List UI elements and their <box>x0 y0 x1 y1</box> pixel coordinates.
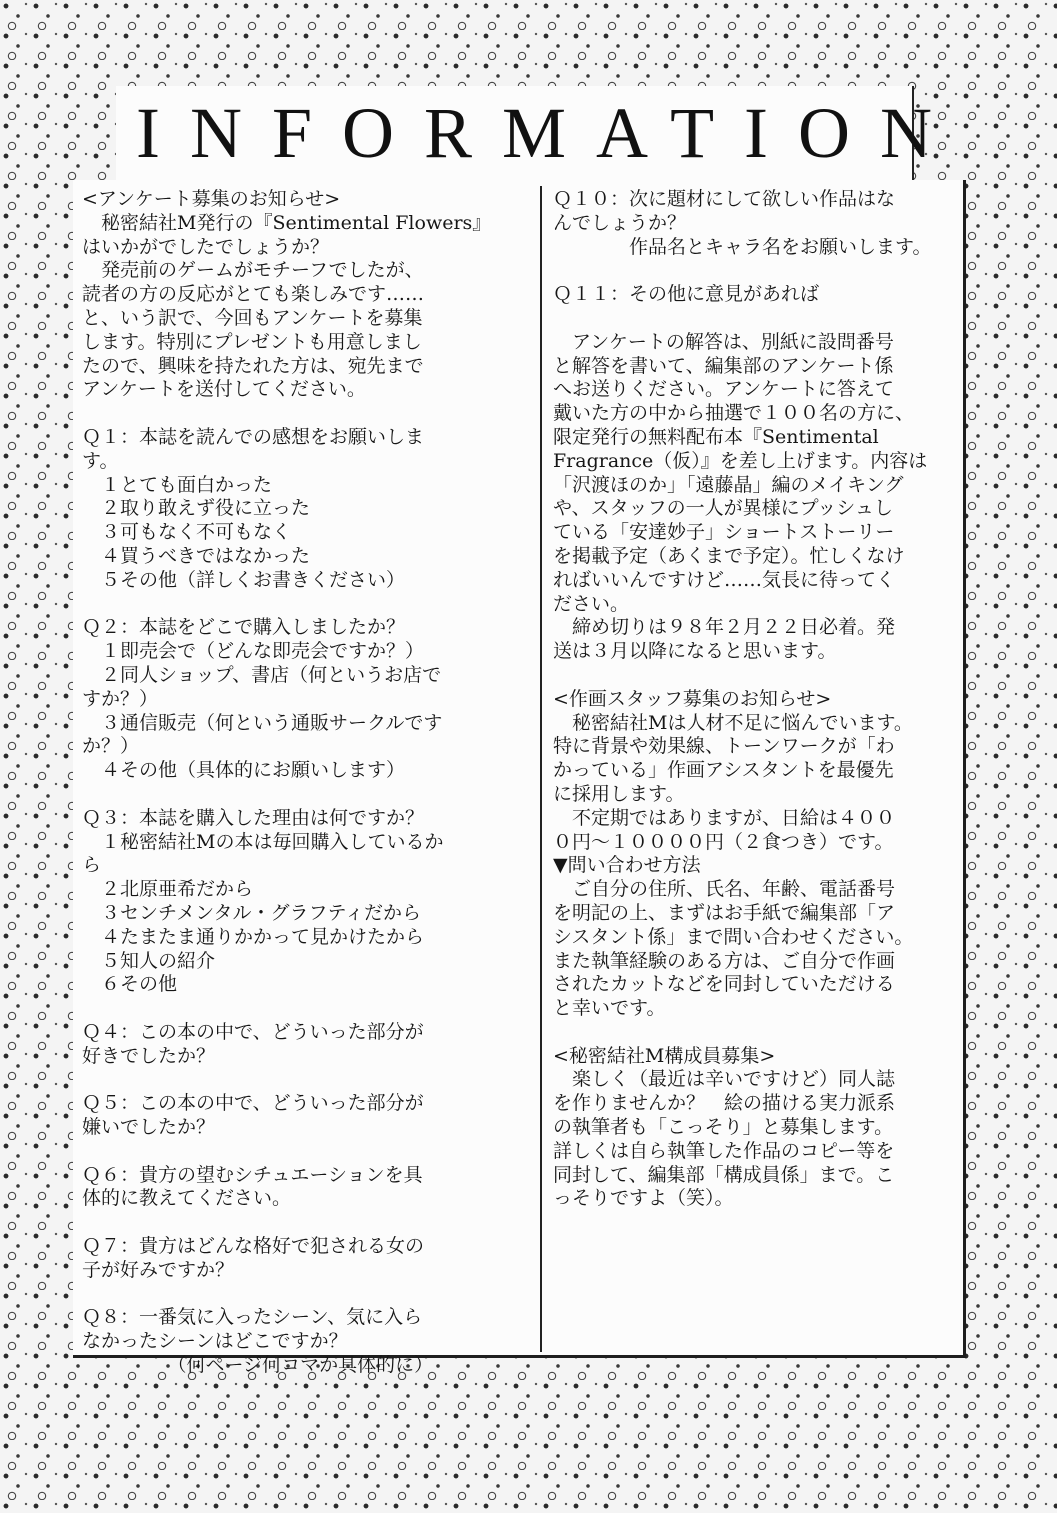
text-line: ４たまたま通りかかって見かけたから <box>82 925 425 948</box>
right-column <box>553 188 959 1211</box>
blank-line <box>553 259 959 283</box>
left-column <box>82 188 532 1378</box>
text-line: 秘密結社M発行の『Sentimental Flowers』 <box>82 211 492 234</box>
blank-line <box>82 1140 532 1164</box>
text-line: と解答を書いて、編集部のアンケート係 <box>553 354 894 377</box>
blank-line <box>82 997 532 1021</box>
blank-line <box>82 402 532 426</box>
text-line: 締め切りは９８年２月２２日必着。発 <box>553 616 896 639</box>
text-line: っそりですよ（笑）。 <box>553 1187 734 1210</box>
text-line: Ｑ４：この本の中で、どういった部分が <box>82 1020 424 1043</box>
text-line: Ｑ８：一番気に入ったシーン、気に入ら <box>82 1306 423 1329</box>
text-line: Ｑ１：本誌を読んでの感想をお願いしま <box>82 425 425 448</box>
text-line: 嫌いでしたか？ <box>82 1116 216 1139</box>
title-panel <box>116 86 963 182</box>
text-line: Ｑ６：貴方の望むシチュエーションを具 <box>82 1163 423 1186</box>
text-line: Ｑ５：この本の中で、どういった部分が <box>82 1092 424 1115</box>
text-line: Ｑ１０：次に題材にして欲しい作品はな <box>553 188 896 210</box>
blank-line <box>553 1021 959 1045</box>
text-line: １とても面白かった <box>82 473 273 496</box>
text-line: ▼問い合わせ方法 <box>553 854 701 877</box>
text-line: ３可もなく不可もなく <box>82 521 292 544</box>
text-line: 好きでしたか？ <box>82 1044 216 1067</box>
text-line: はいかがでしたでしょうか？ <box>82 235 330 258</box>
text-line: ご自分の住所、氏名、年齢、電話番号 <box>553 878 896 901</box>
text-line: 詳しくは自ら執筆した作品のコピー等を <box>553 1139 895 1162</box>
text-line: ４その他（具体的にお願いします） <box>82 759 406 782</box>
text-line: アンケートの解答は、別紙に設問番号 <box>553 330 894 353</box>
text-line: なかったシーンはどこですか？ <box>82 1330 348 1353</box>
blank-line <box>553 307 959 331</box>
text-line: を作りませんか？ 絵の描ける実力派系 <box>553 1092 896 1115</box>
text-line: 「沢渡ほのか」「遠藤晶」編のメイキング <box>553 473 904 496</box>
text-line: アンケートを送付してください。 <box>82 378 366 401</box>
text-line: 楽しく（最近は辛いですけど）同人誌 <box>553 1068 896 1091</box>
text-line: ３センチメンタル・グラフティだから <box>82 901 421 924</box>
text-line: シスタント係」まで問い合わせください。 <box>553 925 914 948</box>
text-line: ればいいんですけど……気長に待ってく <box>553 568 896 591</box>
text-line: と、いう訳で、今回もアンケートを募集 <box>82 306 423 329</box>
text-line: や、スタッフの一人が異様にプッシュし <box>553 497 893 520</box>
text-line: 読者の方の反応がとても楽しみです…… <box>82 283 425 306</box>
text-line: を明記の上、まずはお手紙で編集部「ア <box>553 901 896 924</box>
text-line: ださい。 <box>553 592 630 615</box>
text-line: 体的に教えてください。 <box>82 1187 292 1210</box>
text-line: 戴いた方の中から抽選で１００名の方に、 <box>553 402 915 425</box>
text-line: と幸いです。 <box>553 997 666 1020</box>
text-line: んでしょうか？ <box>553 211 687 234</box>
text-line: を掲載予定（あくまで予定）。忙しくなけ <box>553 544 905 567</box>
text-line: １即売会で（どんな即売会ですか？） <box>82 640 425 663</box>
text-line: １秘密結社Mの本は毎回購入しているか <box>82 830 444 853</box>
text-line: ５知人の紹介 <box>82 949 216 972</box>
text-line: Ｑ３：本誌を購入した理由は何ですか？ <box>82 806 425 829</box>
text-line: します。特別にプレゼントも用意しまし <box>82 330 422 353</box>
text-line: へお送りください。アンケートに答えて <box>553 378 894 401</box>
text-line: Fragrance（仮）』を差し上げます。内容は <box>553 449 928 472</box>
blank-line <box>553 664 959 688</box>
text-line: 同封して、編集部「構成員係」まで。こ <box>553 1163 895 1186</box>
text-line: ５その他（詳しくお書きください） <box>82 568 406 591</box>
text-line: ４買うべきではなかった <box>82 544 311 567</box>
blank-line <box>82 593 532 617</box>
text-line: <秘密結社M構成員募集> <box>553 1044 776 1067</box>
text-line: 作品名とキャラ名をお願いします。 <box>553 235 932 258</box>
page-title: INFORMATION <box>136 93 963 173</box>
text-line: ３通信販売（何という通販サークルです <box>82 711 443 734</box>
blank-line <box>82 1283 532 1307</box>
text-line: ２北原亜希だから <box>82 878 254 901</box>
text-line: 送は３月以降になると思います。 <box>553 640 837 663</box>
text-line: 発売前のゲームがモチーフでしたが、 <box>82 259 424 282</box>
blank-line <box>82 1068 532 1092</box>
column-divider <box>540 186 542 1352</box>
text-line: に採用します。 <box>553 782 685 805</box>
text-line: 子が好みですか？ <box>82 1258 235 1281</box>
text-line: また執筆経験のある方は、ご自分で作画 <box>553 949 896 972</box>
text-line: ２取り敢えず役に立った <box>82 497 311 520</box>
text-line: 秘密結社Mは人材不足に悩んでいます。 <box>553 711 913 734</box>
text-line: 限定発行の無料配布本『Sentimental <box>553 425 879 448</box>
text-line: Ｑ２：本誌をどこで購入しましたか？ <box>82 616 406 639</box>
text-line: すか？） <box>82 687 159 710</box>
text-line: <アンケート募集のお知らせ> <box>82 188 341 210</box>
text-line: か？） <box>82 735 140 758</box>
text-line: す。 <box>82 449 119 472</box>
text-line: <作画スタッフ募集のお知らせ> <box>553 687 832 710</box>
blank-line <box>82 1211 532 1235</box>
text-line: （何ページ何コマか具体的に） <box>82 1354 434 1377</box>
text-line: Ｑ７：貴方はどんな格好で犯される女の <box>82 1235 425 1258</box>
text-line: Ｑ１１：その他に意見があれば <box>553 283 820 306</box>
text-line: たので、興味を持たれた方は、宛先まで <box>82 354 424 377</box>
text-line: されたカットなどを同封していただける <box>553 973 895 996</box>
text-line: ２同人ショップ、書店（何というお店で <box>82 663 442 686</box>
text-line: ている「安達妙子」ショートストーリー <box>553 521 895 544</box>
blank-line <box>82 783 532 807</box>
text-line: 特に背景や効果線、トーンワークが「わ <box>553 735 895 758</box>
text-line: 不定期ではありますが、日給は４００ <box>553 806 896 829</box>
text-line: かっている」作画アシスタントを最優先 <box>553 759 894 782</box>
text-line: ６その他 <box>82 973 178 996</box>
text-line: ら <box>82 854 102 877</box>
text-line: ０円～１００００円（２食つき）です。 <box>553 830 894 853</box>
text-line: の執筆者も「こっそり」と募集します。 <box>553 1116 894 1139</box>
